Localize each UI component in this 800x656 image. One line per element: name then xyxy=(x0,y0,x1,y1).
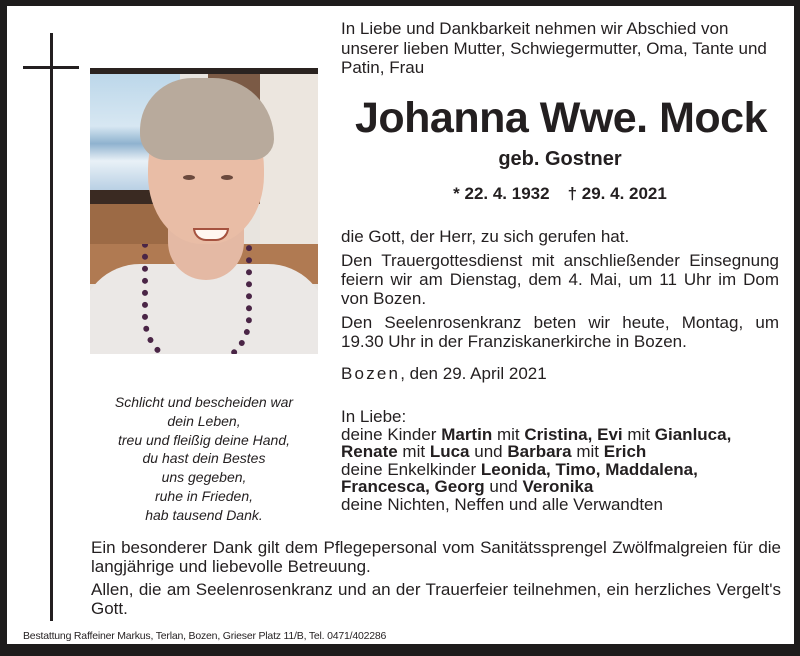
place-date xyxy=(341,364,779,384)
body-paragraph: Den Seelenrosenkranz beten wir heute, Montag, um 19.30 Uhr in der Franziskanerkirche in Bozen. xyxy=(341,313,779,351)
intro-text: In Liebe und Dankbarkeit nehmen wir Abschied von unserer lieben Mutter, Schwiegermutter, Oma, Tante und Patin, Frau xyxy=(341,19,767,77)
poem-line: hab tausend Dank. xyxy=(145,506,263,523)
portrait-photo xyxy=(90,68,318,354)
children-line-2: Renate mit Luca und Barbara mit Erich xyxy=(341,442,647,461)
memorial-poem xyxy=(90,393,318,525)
thanks-paragraph: Allen, die am Seelenrosenkranz und an der Trauerfeier teilnehmen, ein herzliches Vergelt's Gott. xyxy=(91,580,781,618)
place: Bozen xyxy=(341,364,401,383)
poem-line: du hast dein Bestes xyxy=(142,450,266,467)
poem-line: dein Leben, xyxy=(167,412,241,429)
poem-line: uns gegeben, xyxy=(161,469,247,486)
birth-date: * 22. 4. 1932 xyxy=(453,184,550,203)
family-heading: In Liebe: xyxy=(341,407,407,426)
body-paragraph: Den Trauergottesdienst mit anschließender Einsegnung feiern wir am Dienstag, dem 4. Mai, um 11 Uhr im Dom von Bozen. xyxy=(341,251,779,308)
family-list xyxy=(341,408,779,513)
funeral-home-footer: Bestattung Raffeiner Markus, Terlan, Bozen, Grieser Platz 11/B, Tel. 0471/402286 xyxy=(23,630,387,642)
deceased-name: Johanna Wwe. Mock xyxy=(354,94,767,142)
date: , den 29. April 2021 xyxy=(400,364,547,383)
children-line-1: deine Kinder Martin mit Cristina, Evi mit Gianluca, xyxy=(341,424,732,444)
obituary-notice xyxy=(7,6,794,644)
body-paragraph: die Gott, der Herr, zu sich gerufen hat. xyxy=(341,227,630,246)
poem-line: ruhe in Frieden, xyxy=(154,487,254,504)
death-date: † 29. 4. 2021 xyxy=(567,184,667,203)
life-dates xyxy=(341,184,779,204)
maiden-name: geb. Gostner xyxy=(498,148,622,170)
cross-icon xyxy=(50,33,53,621)
cross-icon-bar xyxy=(23,66,79,69)
acknowledgements xyxy=(91,539,781,623)
relatives-line: deine Nichten, Neffen und alle Verwandten xyxy=(341,494,663,514)
poem-line: treu und fleißig deine Hand, xyxy=(118,431,290,448)
grandchildren-line-2: Francesca, Georg und Veronika xyxy=(341,477,594,496)
grandchildren-line-1: deine Enkelkinder Leonida, Timo, Maddalena, xyxy=(341,459,698,479)
service-details xyxy=(341,227,779,356)
poem-line: Schlicht und bescheiden war xyxy=(114,394,294,410)
thanks-paragraph: Ein besonderer Dank gilt dem Pflegepersonal vom Sanitätssprengel Zwölfmalgreien für die langjährige und liebevolle Betreuung. xyxy=(91,538,781,576)
